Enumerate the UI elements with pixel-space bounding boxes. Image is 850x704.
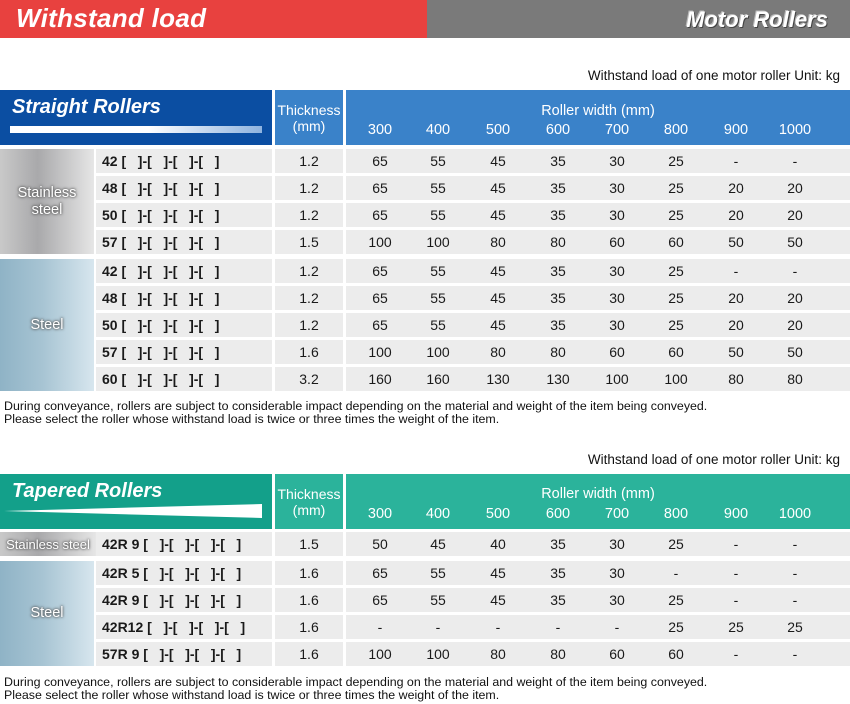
load-value: 60: [668, 234, 684, 250]
load-value: -: [792, 592, 798, 608]
width-col-1: 400: [425, 122, 451, 138]
brand-logo: Motor Rollers: [686, 7, 828, 32]
load-value: 45: [490, 565, 506, 581]
straight-rollers-header: [0, 90, 272, 145]
thickness-value: 1.2: [299, 207, 319, 223]
load-value: 20: [728, 180, 744, 196]
width-col-0: 300: [367, 506, 393, 522]
cell-divider: [343, 313, 346, 337]
tapered-note-line1: During conveyance, rollers are subject to considerable impact depending on the material and weight of the item being conveyed.: [4, 675, 708, 689]
thickness-value: 1.6: [299, 344, 319, 360]
load-value: 45: [490, 317, 506, 333]
tapered-rollers-header: [0, 474, 272, 529]
width-col-4: 700: [604, 506, 630, 522]
load-value: -: [733, 646, 739, 662]
load-value: -: [377, 619, 383, 635]
model-code: 50 [ ]-[ ]-[ ]-[ ]: [102, 207, 220, 223]
model-code: 57 [ ]-[ ]-[ ]-[ ]: [102, 344, 220, 360]
load-value: -: [733, 592, 739, 608]
load-value: 65: [372, 207, 388, 223]
load-value: 60: [609, 234, 625, 250]
thickness-value: 1.2: [299, 153, 319, 169]
load-value: 50: [728, 234, 744, 250]
load-value: 80: [550, 234, 566, 250]
taper-wedge-icon: [4, 504, 264, 518]
load-value: 60: [609, 646, 625, 662]
load-value: 60: [668, 344, 684, 360]
load-value: 35: [550, 207, 566, 223]
thickness-value: 3.2: [299, 371, 319, 387]
table-row: [96, 286, 850, 310]
thickness-value: 1.2: [299, 180, 319, 196]
straight-unit-note: Withstand load of one motor roller Unit: kg: [587, 68, 840, 83]
load-value: 45: [490, 592, 506, 608]
load-value: 55: [430, 565, 446, 581]
thickness-value: 1.5: [299, 234, 319, 250]
cell-divider: [343, 615, 346, 639]
load-value: -: [792, 263, 798, 279]
material-steel: Steel: [0, 259, 94, 391]
width-col-6: 900: [723, 122, 749, 138]
load-value: 65: [372, 565, 388, 581]
thickness-value: 1.2: [299, 317, 319, 333]
load-value: 30: [609, 317, 625, 333]
load-value: 30: [609, 592, 625, 608]
model-code: 48 [ ]-[ ]-[ ]-[ ]: [102, 180, 220, 196]
model-code: 42R12 [ ]-[ ]-[ ]-[ ]: [102, 619, 246, 635]
load-value: 25: [668, 153, 684, 169]
cell-divider: [343, 259, 346, 283]
model-code: 42 [ ]-[ ]-[ ]-[ ]: [102, 153, 220, 169]
thickness-header: [275, 474, 343, 529]
load-value: -: [435, 619, 441, 635]
load-value: 30: [609, 153, 625, 169]
load-value: 100: [664, 371, 688, 387]
width-col-5: 800: [663, 506, 689, 522]
width-col-3: 600: [545, 122, 571, 138]
load-value: 45: [490, 263, 506, 279]
load-value: 80: [550, 344, 566, 360]
load-value: 20: [787, 317, 803, 333]
load-value: 130: [486, 371, 510, 387]
load-value: -: [733, 565, 739, 581]
material-steel: Steel: [0, 561, 94, 666]
load-value: 30: [609, 565, 625, 581]
load-value: -: [792, 153, 798, 169]
cell-divider: [343, 561, 346, 585]
load-value: -: [495, 619, 501, 635]
load-value: 100: [426, 234, 450, 250]
load-value: 60: [609, 344, 625, 360]
width-col-2: 500: [485, 506, 511, 522]
load-value: 55: [430, 180, 446, 196]
thickness-label: Thickness: [277, 485, 341, 502]
load-value: 30: [609, 263, 625, 279]
table-row: [96, 561, 850, 585]
cell-divider: [343, 286, 346, 310]
tapered-note-line2: Please select the roller whose withstand load is twice or three times the weight of the item.: [4, 688, 500, 702]
load-value: 25: [787, 619, 803, 635]
load-value: 55: [430, 153, 446, 169]
model-code: 57R 9 [ ]-[ ]-[ ]-[ ]: [102, 646, 242, 662]
straight-note: [4, 400, 707, 426]
load-value: -: [555, 619, 561, 635]
load-value: 20: [728, 317, 744, 333]
model-code: 50 [ ]-[ ]-[ ]-[ ]: [102, 317, 220, 333]
cell-divider: [343, 203, 346, 227]
table-row: [96, 203, 850, 227]
load-value: 25: [668, 536, 684, 552]
load-value: 30: [609, 536, 625, 552]
load-value: 45: [490, 153, 506, 169]
tapered-rollers-title: Tapered Rollers: [12, 480, 163, 502]
cell-divider: [343, 149, 346, 173]
load-value: 35: [550, 536, 566, 552]
load-value: 25: [668, 317, 684, 333]
model-code: 42 [ ]-[ ]-[ ]-[ ]: [102, 263, 220, 279]
load-value: -: [792, 646, 798, 662]
cell-divider: [343, 176, 346, 200]
load-value: 30: [609, 290, 625, 306]
banner-brand-area: [427, 0, 850, 38]
load-value: -: [614, 619, 620, 635]
table-row: [96, 259, 850, 283]
load-value: 30: [609, 180, 625, 196]
load-value: 25: [668, 180, 684, 196]
load-value: 160: [426, 371, 450, 387]
width-col-6: 900: [723, 506, 749, 522]
cell-divider: [343, 367, 346, 391]
tapered-unit-note: Withstand load of one motor roller Unit: kg: [587, 452, 840, 467]
thickness-unit: (mm): [292, 501, 326, 518]
load-value: 80: [490, 234, 506, 250]
load-value: 65: [372, 317, 388, 333]
cell-divider: [343, 642, 346, 666]
load-value: 80: [550, 646, 566, 662]
load-value: 100: [426, 646, 450, 662]
thickness-value: 1.5: [299, 536, 319, 552]
thickness-value: 1.6: [299, 565, 319, 581]
load-value: 20: [728, 290, 744, 306]
load-value: 60: [668, 646, 684, 662]
thickness-unit: (mm): [292, 117, 326, 134]
roller-width-label: Roller width (mm): [541, 103, 655, 119]
roller-width-header: [346, 474, 850, 529]
straight-note-line1: During conveyance, rollers are subject to considerable impact depending on the material and weight of the item being conveyed.: [4, 399, 708, 413]
width-col-2: 500: [485, 122, 511, 138]
table-row: [96, 642, 850, 666]
load-value: 65: [372, 153, 388, 169]
model-code: 42R 9 [ ]-[ ]-[ ]-[ ]: [102, 536, 242, 552]
load-value: 35: [550, 180, 566, 196]
thickness-value: 1.6: [299, 646, 319, 662]
load-value: 65: [372, 180, 388, 196]
load-value: 25: [668, 290, 684, 306]
table-row: [96, 230, 850, 254]
load-value: 25: [728, 619, 744, 635]
model-code: 57 [ ]-[ ]-[ ]-[ ]: [102, 234, 220, 250]
load-value: 80: [787, 371, 803, 387]
thickness-value: 1.2: [299, 290, 319, 306]
table-row: [96, 615, 850, 639]
load-value: 35: [550, 263, 566, 279]
width-col-0: 300: [367, 122, 393, 138]
load-value: 25: [668, 592, 684, 608]
load-value: 100: [368, 646, 392, 662]
load-value: 35: [550, 290, 566, 306]
load-value: 20: [728, 207, 744, 223]
cell-divider: [343, 588, 346, 612]
load-value: 50: [787, 234, 803, 250]
load-value: -: [792, 536, 798, 552]
model-code: 60 [ ]-[ ]-[ ]-[ ]: [102, 371, 220, 387]
table-row: [96, 588, 850, 612]
title-underline: [10, 126, 262, 133]
load-value: 25: [668, 263, 684, 279]
thickness-value: 1.6: [299, 592, 319, 608]
model-code: 42R 5 [ ]-[ ]-[ ]-[ ]: [102, 565, 242, 581]
table-row: [96, 532, 850, 556]
load-value: 55: [430, 592, 446, 608]
load-value: 45: [490, 290, 506, 306]
load-value: 25: [668, 619, 684, 635]
top-banner: [0, 0, 850, 38]
model-code: 42R 9 [ ]-[ ]-[ ]-[ ]: [102, 592, 242, 608]
tapered-note: [4, 676, 707, 702]
load-value: 20: [787, 290, 803, 306]
load-value: 20: [787, 207, 803, 223]
load-value: 45: [490, 207, 506, 223]
thickness-label: Thickness: [277, 101, 341, 118]
load-value: 100: [426, 344, 450, 360]
load-value: 50: [372, 536, 388, 552]
thickness-value: 1.6: [299, 619, 319, 635]
load-value: 25: [668, 207, 684, 223]
load-value: 35: [550, 592, 566, 608]
load-value: 65: [372, 290, 388, 306]
load-value: 35: [550, 317, 566, 333]
load-value: -: [733, 536, 739, 552]
cell-divider: [343, 230, 346, 254]
material-stainless-steel: Stainless steel: [0, 532, 96, 556]
load-value: 45: [430, 536, 446, 552]
roller-width-label: Roller width (mm): [541, 486, 655, 502]
load-value: 160: [368, 371, 392, 387]
load-value: 35: [550, 153, 566, 169]
load-value: 80: [490, 646, 506, 662]
thickness-value: 1.2: [299, 263, 319, 279]
load-value: 55: [430, 290, 446, 306]
load-value: 20: [787, 180, 803, 196]
width-col-5: 800: [663, 122, 689, 138]
straight-rollers-table: [0, 90, 850, 390]
load-value: 55: [430, 263, 446, 279]
cell-divider: [343, 340, 346, 364]
roller-width-header: [346, 90, 850, 145]
load-value: 80: [728, 371, 744, 387]
tapered-rollers-table: [0, 474, 850, 669]
material-stainless-steel: Stainless steel: [0, 149, 94, 254]
load-value: -: [733, 153, 739, 169]
table-row: [96, 176, 850, 200]
cell-divider: [343, 532, 346, 556]
load-value: 65: [372, 263, 388, 279]
width-col-3: 600: [545, 506, 571, 522]
load-value: -: [673, 565, 679, 581]
straight-note-line2: Please select the roller whose withstand load is twice or three times the weight of the item.: [4, 412, 500, 426]
table-row: [96, 149, 850, 173]
load-value: 130: [546, 371, 570, 387]
load-value: -: [733, 263, 739, 279]
banner-title-area: [0, 0, 427, 38]
load-value: 50: [787, 344, 803, 360]
table-row: [96, 340, 850, 364]
load-value: -: [792, 565, 798, 581]
straight-rollers-title: Straight Rollers: [12, 96, 161, 118]
load-value: 55: [430, 317, 446, 333]
width-col-7: 1000: [778, 506, 812, 522]
load-value: 50: [728, 344, 744, 360]
table-row: [96, 367, 850, 391]
width-col-7: 1000: [778, 122, 812, 138]
table-row: [96, 313, 850, 337]
load-value: 65: [372, 592, 388, 608]
load-value: 100: [605, 371, 629, 387]
load-value: 100: [368, 344, 392, 360]
load-value: 100: [368, 234, 392, 250]
thickness-header: [275, 90, 343, 145]
load-value: 35: [550, 565, 566, 581]
width-col-4: 700: [604, 122, 630, 138]
load-value: 40: [490, 536, 506, 552]
load-value: 80: [490, 344, 506, 360]
load-value: 55: [430, 207, 446, 223]
load-value: 30: [609, 207, 625, 223]
width-col-1: 400: [425, 506, 451, 522]
load-value: 45: [490, 180, 506, 196]
model-code: 48 [ ]-[ ]-[ ]-[ ]: [102, 290, 220, 306]
page-title: Withstand load: [16, 3, 207, 33]
